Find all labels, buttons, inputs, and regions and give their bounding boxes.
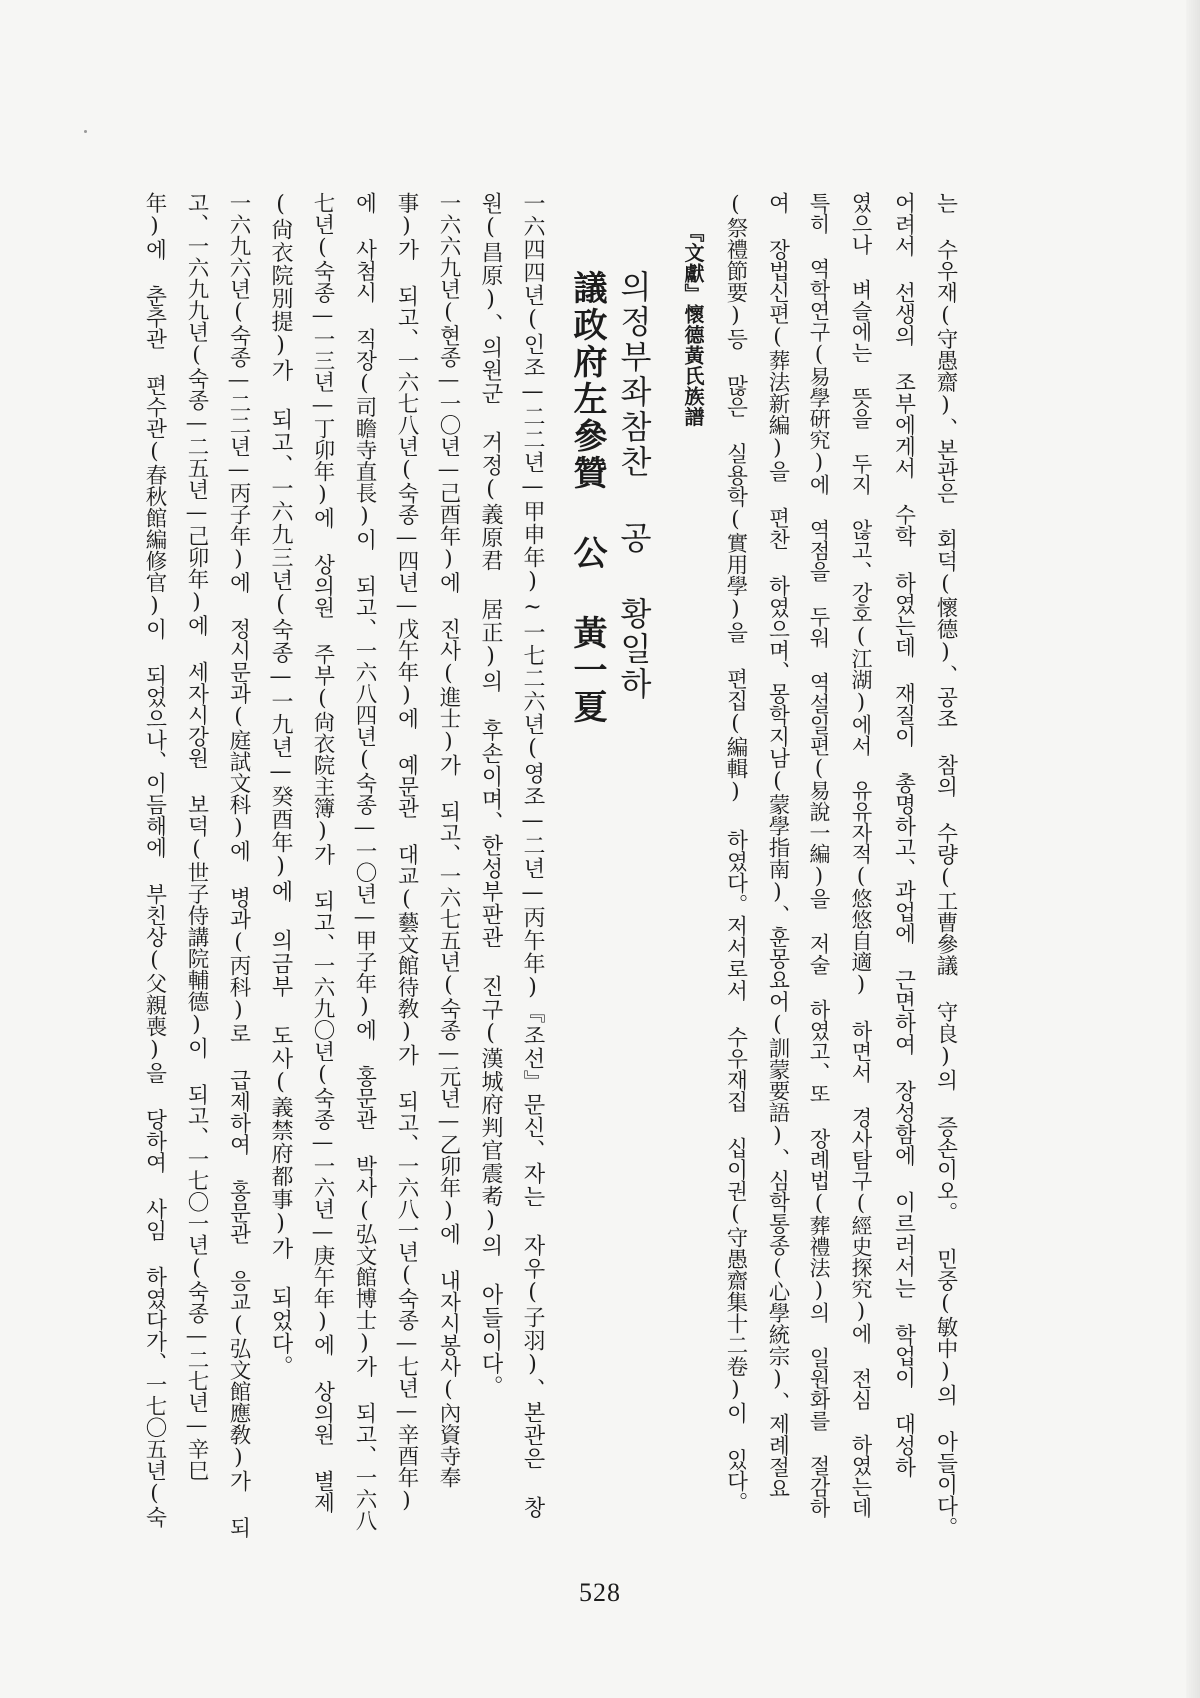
text-column: 원(昌原)、의원군 거정(義原君 居正)의 후손이며、한성부판관 진구(漢城府判官震耇)의 아들이다。 bbox=[478, 192, 503, 1398]
page-number: 528 bbox=[579, 1578, 621, 1607]
text-column: 어려서 선생의 조부에게서 수학 하였는데 재질이 총명하고、과업에 근면하여 장성함에 이르러서는 학업이 대성하 bbox=[891, 192, 916, 1478]
section-title-hangul: 의정부좌참찬 공 황일하 bbox=[615, 270, 653, 702]
section-title-hanja: 議政府左參贊 公 黃一夏 bbox=[567, 270, 607, 726]
text-column: (尙衣院別提)가 되고、一六九三년(숙종—一九년—癸酉年)에 의금부 도사(義禁府都事)가 되었다。 bbox=[268, 192, 293, 1378]
scan-speck bbox=[84, 130, 87, 133]
text-column: 事)가 되고、一六七八년(숙종—四년—戊午年)에 예문관 대교(藝文館待敎)가 되고、一六八一년(숙종—七년—辛酉年) bbox=[394, 192, 419, 1513]
text-column: 一六四四년(인조—二二년—甲申年)~一七二六년(영조—二년—丙午年)『조선』문신、자는 자우(子羽)、본관은 창 bbox=[520, 192, 545, 1519]
text-column: 특히 역학연구(易學硏究)에 역점을 두워 역설일편(易說一編)을 저술 하였고、또 장례법(葬禮法)의 일원화를 절감하 bbox=[807, 192, 831, 1518]
text-column: 는 수우재(守愚齋)、본관은 회덕(懷德)、공조 참의 수량(工曹參議 守良)의 증손이오。 민중(敏中)의 아들이다。 bbox=[933, 192, 958, 1538]
text-column: 여 장법신편(葬法新編)을 편찬 하였으며、몽학지남(蒙學指南)、훈몽요어(訓蒙要語)、심학통종(心學統宗)、제례절요 bbox=[765, 192, 790, 1499]
text-column: 一六六九년(현종—一〇년—己酉年)에 진사(進士)가 되고、一六七五년(숙종—元년—乙卯年)에 내자시봉사(內資寺奉 bbox=[436, 192, 461, 1488]
text-column: 였으나 벼슬에는 뜻을 두지 않고、강호(江湖)에서 유유자적(悠悠自適) 하면서 경사탐구(經史探究)에 전심 하였는데 bbox=[849, 192, 873, 1518]
text-column: 一六九六년(숙종—二二년—丙子年)에 정시문과(庭試文科)에 병과(丙科)로 급제하여 홍문관 응교(弘文館應敎)가 되 bbox=[226, 192, 251, 1538]
source-citation: 『文獻』懷德黃氏族譜 bbox=[681, 222, 705, 427]
page-edge-shadow bbox=[1186, 0, 1200, 1698]
text-column: 에 사첨시 직장(司瞻寺直長)이 되고、一六八四년(숙종—一〇년—甲子年)에 홍문관 박사(弘文館博士)가 되고、一六八 bbox=[352, 192, 377, 1531]
text-column: 七년(숙종—一三년—丁卯年)에 상의원 주부(尙衣院主簿)가 되고、一六九〇년(숙종—一六년—庚午年)에 상의원 별제 bbox=[310, 192, 335, 1513]
text-column: (祭禮節要)등 많은 실용학(實用學)을 편집(編輯) 하였다。저서로서 수우재집 십이권(守愚齋集十二卷)이 있다。 bbox=[723, 192, 748, 1513]
text-column: 고、一六九九년(숙종—二五년—己卯年)에 세자시강원 보덕(世子侍講院輔德)이 되고、一七〇一년(숙종—二七년—辛巳 bbox=[184, 192, 209, 1481]
text-column: 年)에 춘추관 편수관(春秋館編修官)이 되었으나、이듬해에 부친상(父親喪)을 당하여 사임 하였다가、一七〇五년(숙 bbox=[142, 192, 167, 1528]
